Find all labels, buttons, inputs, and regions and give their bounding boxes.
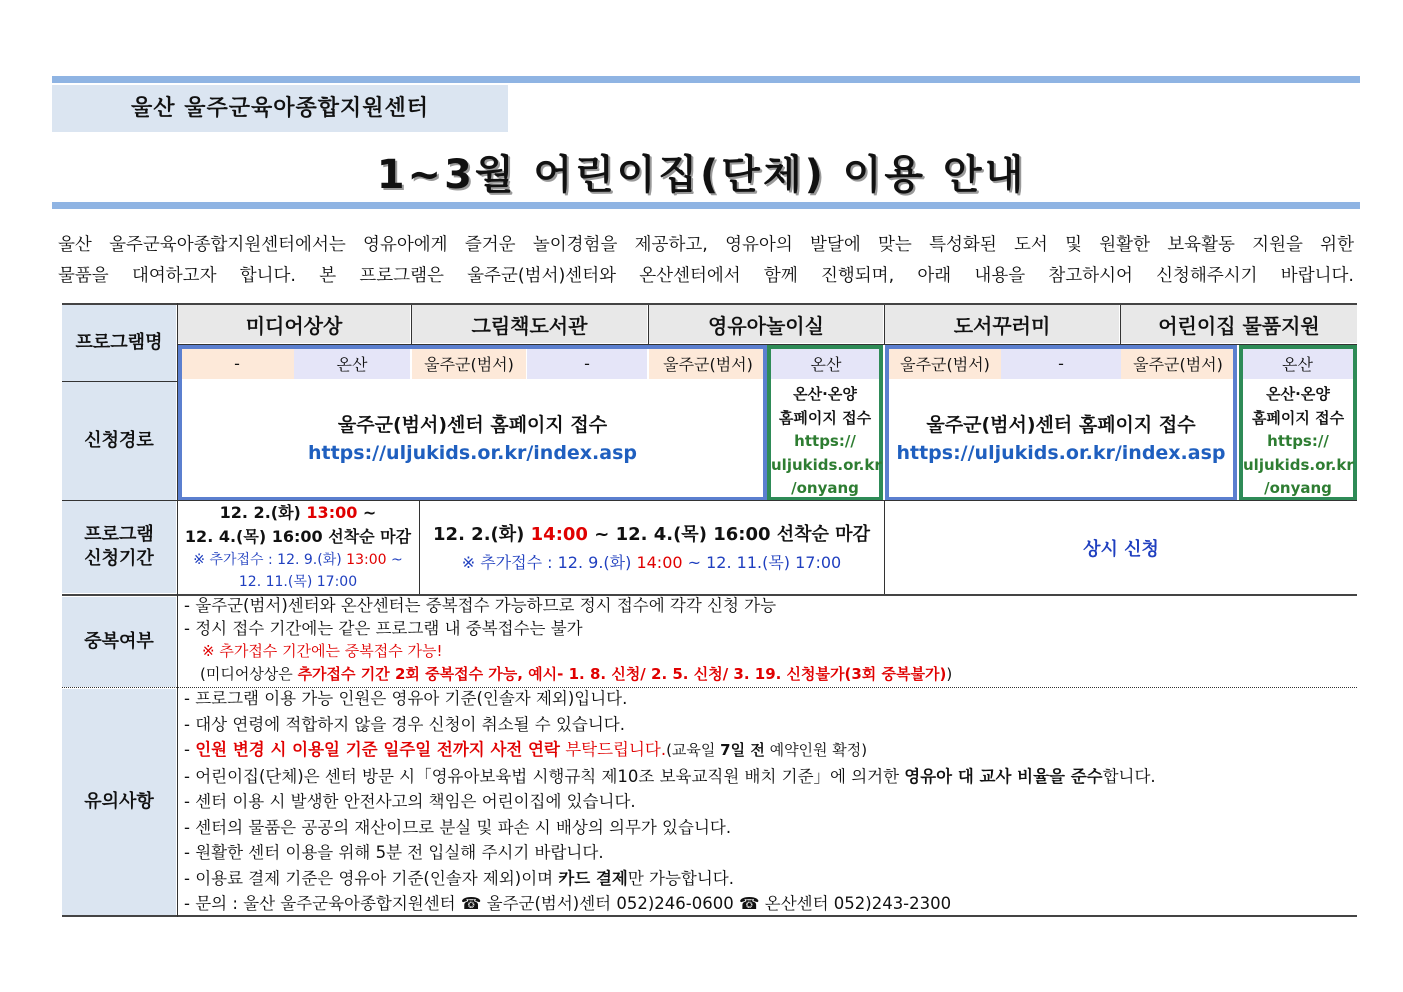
note-line: - 센터의 물품은 공공의 재산이므로 분실 및 파손 시 배상의 의무가 있습니다. (184, 817, 732, 837)
row-head-program: 프로그램명 (62, 305, 176, 381)
period-main-line1 (420, 521, 883, 549)
note-contact-c: 온산센터 052)243-2300 (759, 894, 952, 913)
center-cell: 울주군(범서) (889, 347, 1001, 379)
route-onsan-right (1243, 383, 1353, 501)
note-pay-a: - 이용료 결제 기준은 영유아 기준(인솔자 제외)이며 (184, 868, 559, 888)
note-pay-tail: 만 가능합니다. (627, 868, 734, 888)
row-head-notes: 유의사항 (62, 689, 176, 915)
period-media-extra-time: 13:00 (346, 552, 387, 568)
note-ratio-a: - 어린이집(단체)은 센터 방문 시「영유아보육법 시행규칙 제10조 보육교직원 배치 기준」에 의거한 (184, 766, 905, 786)
divider (411, 305, 412, 345)
period-main-extra-tail: ~ 12. 11.(목) 17:00 (682, 553, 842, 572)
duplicate-line-4a: (미디어상상은 (200, 665, 298, 683)
center-cell: 울주군(범서) (649, 347, 767, 379)
intro-paragraph (58, 230, 1354, 292)
divider (419, 501, 420, 594)
period-media (178, 501, 418, 593)
period-media-extra-a: ※ 추가접수 : 12. 9.(화) (193, 552, 347, 568)
center-cell: - (1001, 347, 1121, 379)
divider (1120, 305, 1121, 345)
period-always: 상시 신청 (1083, 539, 1159, 560)
program-picturebook: 그림책도서관 (412, 305, 647, 343)
phone-icon: ☎ (460, 894, 482, 913)
period-media-date: 12. 2.(화) (219, 503, 307, 522)
period-media-line2: 12. 4.(목) 16:00 선착순 마감 (184, 527, 412, 546)
row-head-route: 신청경로 (62, 382, 176, 500)
route-onsan-link3[interactable]: /onyang (791, 479, 859, 497)
route-main-left (182, 411, 763, 467)
note-contact-emph: 인원 변경 시 이용일 기준 일주일 전까지 사전 연락 (195, 740, 560, 759)
period-main-date: 12. 2.(화) (433, 524, 531, 545)
route-onsan-link3[interactable]: /onyang (1264, 479, 1332, 497)
divider (62, 594, 1357, 596)
note-contact-a: - 문의 : 울산 울주군육아종합지원센터 (184, 894, 461, 913)
intro-line-2: 물품을 대여하고자 합니다. 본 프로그램은 울주군(범서)센터와 온산센터에서 함께 진행되며, 아래 내용을 참고하시어 신청해주시기 바랍니다. (58, 266, 1354, 286)
center-cell: 온산 (294, 347, 410, 379)
note-edu-a: (교육일 (666, 741, 721, 759)
program-table (62, 303, 1357, 917)
period-media-extra (178, 549, 418, 571)
note-ratio-emph: 영유아 대 교사 비율을 준수 (904, 766, 1103, 786)
period-main-tail: ~ 12. 4.(목) 16:00 선착순 마감 (587, 524, 870, 545)
program-playroom: 영유아놀이실 (649, 305, 883, 343)
program-media: 미디어상상 (178, 305, 410, 343)
duplicate-line-4b: 추가접수 기간 2회 중복접수 가능, 예시- 1. 8. 신청/ 2. 5. 신청/ 3. 19. 신청불가(3회 중복불가) (297, 665, 947, 683)
row-head-duplicate: 중복여부 (62, 597, 176, 687)
title-rule (52, 202, 1360, 209)
center-cell: - (180, 347, 294, 379)
duplicate-line-2: - 정시 접수 기간에는 같은 프로그램 내 중복접수는 불가 (184, 619, 583, 638)
phone-icon: ☎ (738, 894, 760, 913)
divider (177, 303, 178, 917)
divider (62, 500, 1357, 501)
org-name-label: 울산 울주군육아종합지원센터 (52, 85, 508, 132)
duplicate-notes (184, 594, 952, 686)
duplicate-line-1: - 울주군(범서)센터와 온산센터는 중복접수 가능하므로 정시 접수에 각각 신청 가능 (184, 596, 777, 615)
note-line: - 센터 이용 시 발생한 안전사고의 책임은 어린이집에 있습니다. (184, 792, 636, 811)
period-media-line1 (178, 501, 418, 525)
route-main-label: 울주군(범서)센터 홈페이지 접수 (926, 414, 1196, 436)
period-main-extra-a: ※ 추가접수 : 12. 9.(화) (461, 553, 637, 572)
divider (62, 381, 178, 382)
period-main-extra (420, 549, 883, 577)
center-cell: 울주군(범서) (412, 347, 526, 379)
period-main-extra-time: 14:00 (636, 553, 683, 572)
period-media-time: 13:00 (306, 503, 358, 522)
note-line (184, 764, 1156, 790)
note-line: - 프로그램 이용 가능 인원은 영유아 기준(인솔자 제외)입니다. (184, 689, 628, 708)
route-onsan-link2[interactable]: uljukids.or.kr (1243, 455, 1354, 474)
route-onsan-label1: 온산·온양 (1266, 385, 1330, 403)
note-request: 부탁드립니다. (559, 740, 667, 759)
route-onsan-label2: 홈페이지 접수 (1251, 408, 1345, 427)
note-dash: - (184, 740, 196, 759)
route-main-label: 울주군(범서)센터 홈페이지 접수 (337, 414, 608, 436)
row-head-period-line2: 신청기간 (84, 548, 154, 569)
caution-notes (184, 686, 1156, 917)
row-head-period (62, 501, 176, 593)
route-main-link[interactable]: https://uljukids.or.kr/index.asp (307, 442, 638, 464)
divider (178, 344, 1357, 345)
period-media-extra-tail: ~ (386, 552, 403, 568)
program-bookbundle: 도서꾸러미 (885, 305, 1119, 343)
note-pay-emph: 카드 결제 (558, 868, 628, 888)
divider (648, 305, 649, 345)
route-main-link[interactable]: https://uljukids.or.kr/index.asp (896, 442, 1226, 464)
route-onsan-link2[interactable]: uljukids.or.kr (771, 455, 882, 474)
duplicate-line-4 (184, 663, 952, 686)
route-main-right (889, 411, 1233, 467)
note-line (184, 866, 1156, 892)
period-main (420, 521, 883, 577)
duplicate-line-3: ※ 추가접수 기간에는 중복접수 가능! (202, 642, 443, 660)
table-bottom-border (62, 915, 1357, 917)
intro-line-1: 울산 울주군육아종합지원센터에서는 영유아에게 즐거운 놀이경험을 제공하고, 영유아의 발달에 맞는 특성화된 도서 및 원활한 보육활동 지원을 위한 (58, 235, 1354, 255)
note-line: - 대상 연령에 적합하지 않을 경우 신청이 취소될 수 있습니다. (184, 714, 625, 734)
note-line: - 원활한 센터 이용을 위해 5분 전 입실해 주시기 바랍니다. (184, 843, 604, 862)
note-edu-days: 7일 전 (720, 741, 765, 759)
duplicate-line-4c: ) (946, 665, 953, 683)
divider (884, 305, 885, 345)
route-onsan-label2: 홈페이지 접수 (778, 408, 872, 427)
note-line (184, 737, 1156, 764)
route-onsan-label1: 온산·온양 (793, 385, 857, 403)
center-cell: 온산 (1242, 347, 1353, 379)
period-media-extra-b: 12. 11.(목) 17:00 (238, 574, 358, 590)
route-onsan-left (771, 383, 882, 501)
note-ratio-tail: 합니다. (1102, 766, 1156, 786)
table-top-border (62, 303, 1357, 305)
note-contact-b: 울주군(범서)센터 052)246-0600 (481, 894, 739, 913)
period-main-time: 14:00 (530, 524, 588, 545)
top-rule (52, 76, 1360, 83)
route-onsan-link1[interactable]: https:// (794, 432, 856, 450)
divider (62, 687, 1357, 688)
divider (884, 501, 885, 594)
note-edu-tail: 예약인원 확정) (764, 741, 868, 759)
row-head-period-line1: 프로그램 (84, 524, 154, 545)
program-supplies: 어린이집 물품지원 (1121, 305, 1357, 343)
note-line (184, 891, 1156, 917)
center-cell: 울주군(범서) (1121, 347, 1235, 379)
route-onsan-link1[interactable]: https:// (1267, 432, 1329, 450)
period-media-tail: ~ (357, 503, 377, 522)
center-cell: 온산 (771, 347, 881, 379)
center-cell: - (527, 347, 647, 379)
page-title: 1~3월 어린이집(단체) 이용 안내 (376, 152, 1027, 198)
